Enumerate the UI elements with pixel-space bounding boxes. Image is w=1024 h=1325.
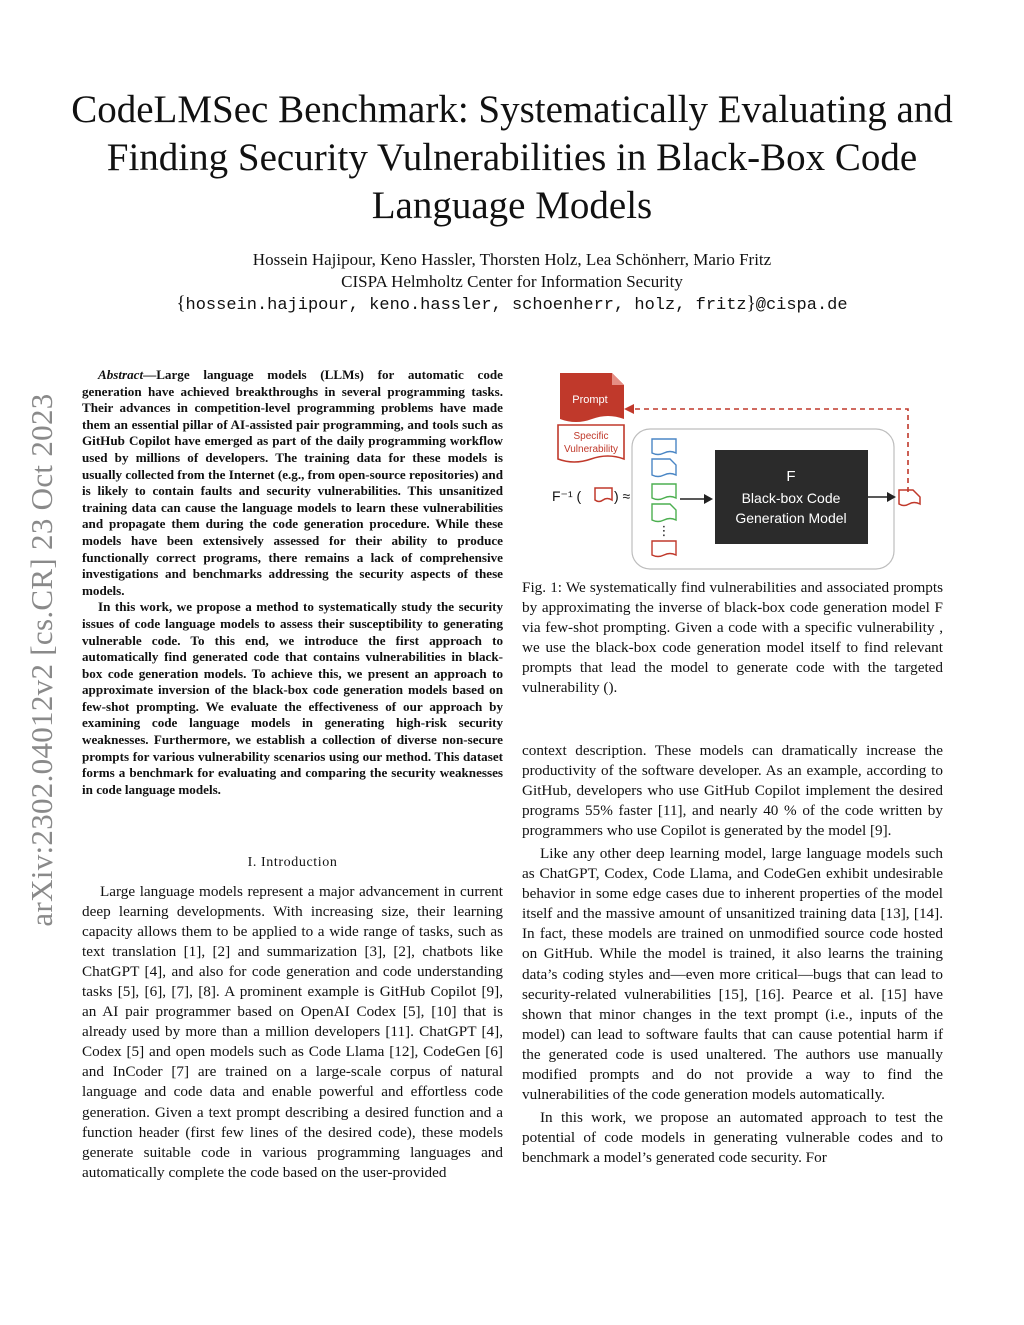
- email-close-brace: }: [746, 293, 756, 314]
- specific-label: Specific: [573, 431, 609, 442]
- abstract: [82, 367, 503, 798]
- introduction-right-column: [522, 741, 943, 1168]
- inverse-function-label: F⁻¹ (: [552, 488, 582, 504]
- vulnerability-label: Vulnerability: [563, 444, 619, 455]
- prompt-label: Prompt: [572, 394, 608, 406]
- affiliation: CISPA Helmholtz Center for Information Security: [341, 272, 683, 291]
- approx-symbol: ) ≈: [614, 488, 631, 504]
- email-domain: @cispa.de: [755, 296, 848, 315]
- right-paragraph-3: In this work, we propose an automated approach to test the potential of code models in generating vulnerable codes and to benchmark a model’s generated code security. For: [522, 1108, 943, 1166]
- figure-1-caption: Fig. 1: We systematically find vulnerabilities and associated prompts by approximating the inverse of black-box code generation model F via few-shot prompting. Given a code with a specific vulnerability , we use the black-box code generation model itself to find relevant prompts that lead the model to generate code with the targeted vulnerability ().: [522, 579, 943, 696]
- section-heading-introduction: I. Introduction: [247, 855, 338, 870]
- arxiv-identifier: [24, 360, 60, 960]
- abstract-label: Abstract: [98, 367, 144, 382]
- model-symbol: F: [786, 468, 796, 485]
- author-emails: [60, 293, 964, 317]
- abstract-paragraph-2: In this work, we propose a method to systematically study the security issues of code language models to assess their susceptibility to generating vulnerable code. To this end, we introduce the first approach to automatically find generated code that contains vulnerabilities in black-box code generation models. To achieve this, we present an approach to approximate inversion of the black-box code generation models based on few-shot prompting. We evaluate the effectiveness of our approach by examining code language models in generating high-risk security weaknesses. Furthermore, we establish a collection of diverse non-secure prompts for various vulnerability scenarios using our method. This dataset forms a benchmark for evaluating and comparing the security weaknesses in code language models.: [82, 599, 503, 797]
- prompt-document-icon: [560, 373, 624, 422]
- email-list: hossein.hajipour, keno.hassler, schoenherr, holz, fritz: [185, 296, 747, 315]
- ellipsis: ⋮: [657, 524, 671, 539]
- introduction-left-column: [82, 882, 503, 1183]
- author-list: Hossein Hajipour, Keno Hassler, Thorsten Holz, Lea Schönherr, Mario Fritz: [252, 250, 772, 269]
- arxiv-id-text: arXiv:2302.04012v2 [cs.CR] 23 Oct 2023: [24, 393, 59, 927]
- model-label-line-1: Black-box Code: [741, 490, 841, 506]
- abstract-p1-text: Large language models (LLMs) for automatic code generation have achieved breakthroughs in several programming tasks. Their advances in competition-level programming problems have made them an essential pillar of AI-assisted pair programming, and tools such as GitHub Copilot have emerged as part of the daily programming workflow used by millions of developers. The training data for these models is usually collected from the Internet (e.g., from open-source repositories) and is likely to contain faults and security vulnerabilities. This unsanitized training data can cause the language models to learn these vulnerabilities and propagate them during the code generation procedure. While these models have been extensively assessed for their ability to produce functionally correct programs, there remains a lack of comprehensive investigations and benchmarks addressing the security aspects of these models.: [82, 367, 503, 598]
- email-open-brace: {: [176, 293, 186, 314]
- model-label-line-2: Generation Model: [735, 510, 847, 526]
- right-paragraph-2: Like any other deep learning model, large language models such as ChatGPT, Codex, Code Llama, and CodeGen exhibit undesirable behavior in some edge cases due to inherent properties of the model itself and the massive amount of unsanitized training data [13], [14]. In fact, these models are trained on unmodified source code hosted on GitHub. While the model is trained, it also learns the training data’s coding styles and—even more critical—bugs that can lead to security-related vulnerabilities [15], [16]. Pearce et al. [15] have shown that minor changes in the text prompt (i.e., inputs of the model) can lead to software faults that can cause potential harm if the generated code is used unaltered. The authors use manually modified prompts and do not provide a way to find the vulnerabilities of the code generation models automatically.: [522, 845, 943, 1103]
- output-prompt-glyph: [899, 490, 920, 506]
- inverse-vulnerability-glyph: [595, 488, 612, 502]
- intro-paragraph-1: Large language models represent a major advancement in current deep learning developments. With increasing size, their learning capacity allows them to be applied to a wide range of tasks, such as text translation [1], [2] and summarization [3], [2], chatbots like ChatGPT [4], and also for code generation and code understanding tasks [5], [6], [7], [8]. A prominent example is GitHub Copilot [9], an AI pair programmer based on OpenAI Codex [5], [10] that is already used by more than a million developers [11]. ChatGPT [4], Codex [5] and open models such as Code Llama [12], CodeGen [6] and InCoder [7] are trained on a large-scale corpus of natural language and code data and enable powerful and effortless code generation. Given a text prompt describing a desired function and a function header (first few lines of the desired code), these models generate suitable code in various programming languages and automatically complete the code based on the user-provided: [82, 883, 503, 1181]
- figure-1-diagram: [552, 367, 942, 572]
- abstract-paragraph-1: Abstract—Large language models (LLMs) for automatic code generation have achieved breakthroughs in several programming tasks. Their advances in competition-level programming problems have made them an essential pillar of AI-assisted pair programming, and tools such as GitHub Copilot have emerged as part of the daily programming workflow used by millions of developers. The training data for these models is usually collected from the Internet (e.g., from open-source repositories) and is likely to contain faults and security vulnerabilities. This unsanitized training data can cause the language models to learn these vulnerabilities and propagate them during the code generation procedure. While these models have been extensively assessed for their ability to produce functionally correct programs, there remains a lack of comprehensive investigations and benchmarks addressing the security aspects of these models.: [82, 367, 503, 598]
- specific-vulnerability-icon: [558, 425, 624, 462]
- right-paragraph-1: context description. These models can dramatically increase the productivity of the software developer. As an example, according to GitHub, developers who use GitHub Copilot implement the desired programs 55% faster [11], and nearly 40 % of the code written by programmers who use Copilot is generated by the model [9].: [522, 742, 943, 840]
- feedback-arrowhead: [624, 404, 634, 414]
- paper-title: CodeLMSec Benchmark: Systematically Evaluating and Finding Security Vulnerabilities in Black-Box Code Language Models: [71, 88, 953, 227]
